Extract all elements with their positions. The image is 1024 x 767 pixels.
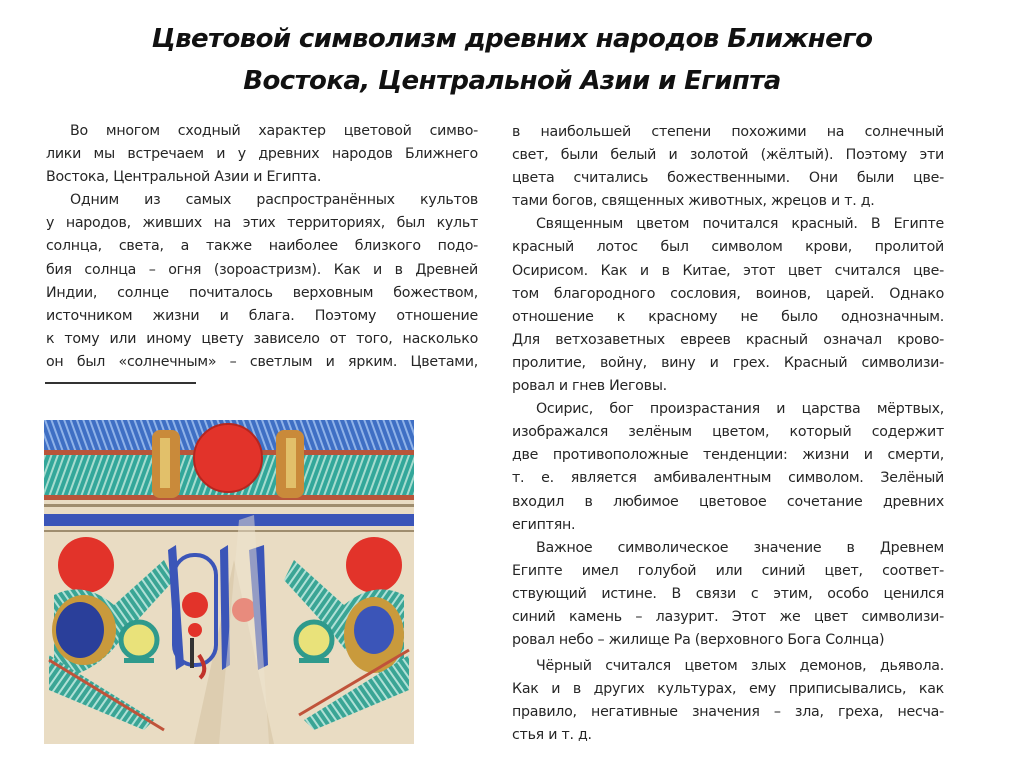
footnote-divider: [45, 382, 196, 384]
paragraph-line: Египте имел голубой или синий цвет, соответ-: [512, 562, 944, 579]
paragraph-line: солнца, света, а также наиболее близкого подо-: [46, 238, 478, 255]
paragraph-line: стья и т. д.: [512, 727, 592, 744]
paragraph-line: египтян.: [512, 516, 576, 533]
paragraph-line: Как и в других культурах, ему приписывались, как: [512, 681, 944, 698]
paragraph-line: он был «солнечным» – светлым и ярким. Цветами,: [46, 353, 478, 370]
paragraph-line: лики мы встречаем и у древних народов Ближнего: [46, 146, 478, 163]
paragraph-line: к тому или иному цвету зависело от того, насколько: [46, 330, 478, 347]
paragraph-line: пролитие, войну, вину и грех. Красный символизи-: [512, 354, 944, 371]
paragraph-line: тами богов, священных животных, жрецов и т. д.: [512, 193, 875, 210]
paragraph-line: Востока, Центральной Азии и Египта.: [46, 169, 322, 186]
paragraph-line: ровал небо – жилище Ра (верховного Бога Солнца): [512, 632, 885, 649]
paragraph-line: в наибольшей степени похожими на солнечный: [512, 124, 944, 140]
paragraph-line: две противоположные тенденции: жизни и смерти,: [512, 447, 944, 464]
paragraph-line: Во многом сходный характер цветовой симво-: [70, 123, 478, 139]
paragraph-line: ровал и гнев Иеговы.: [512, 378, 667, 395]
slide-title-line-1: Цветовой символизм древних народов Ближнего: [151, 24, 873, 54]
paragraph-line: том благородного сословия, воинов, царей. Однако: [512, 285, 944, 302]
paragraph-line: свет, были белый и золотой (жёлтый). Поэтому эти: [512, 147, 944, 164]
paragraph-line: правило, негативные значения – зла, греха, несча-: [512, 704, 944, 721]
paragraph-line: Для ветхозаветных евреев красный означал крово-: [512, 331, 944, 348]
right-text-column: [512, 121, 944, 748]
paragraph-line: отношение к красному не было однозначным.: [512, 308, 944, 325]
paragraph-line: бия солнца – огня (зороастризм). Как и в Древней: [46, 261, 478, 278]
paragraph-line: т. е. является амбивалентным символом. Зелёный: [512, 470, 944, 487]
paragraph-line: Священным цветом почитался красный. В Египте: [536, 216, 944, 233]
paragraph-line: Важное символическое значение в Древнем: [536, 539, 944, 556]
paragraph-line: синий камень – лазурит. Этот же цвет символизи-: [512, 608, 944, 625]
paragraph-line: изображался зелёным цветом, который содержит: [512, 424, 944, 441]
paragraph-line: у народов, живших на этих территориях, был культ: [46, 215, 478, 232]
paragraph-line: входил в любимое цветовое сочетание древних: [512, 493, 944, 510]
paragraph-line: красный лотос был символом крови, пролитой: [512, 239, 944, 256]
paragraph-line: Осирис, бог произрастания и царства мёртвых,: [536, 401, 944, 418]
paragraph-line: цвета считались божественными. Они были цве-: [512, 170, 944, 187]
paragraph-line: Одним из самых распространённых культов: [70, 192, 478, 209]
slide-title: [0, 18, 1024, 102]
paragraph-line: Осирисом. Как и в Китае, этот цвет считался цве-: [512, 262, 944, 279]
slide-title-line-2: Востока, Центральной Азии и Египта: [243, 66, 781, 96]
paragraph-line: Чёрный считался цветом злых демонов, дьявола.: [536, 658, 944, 675]
left-text-column: [46, 120, 478, 374]
paragraph-line: ствующий истине. В связи с этим, особо ценился: [512, 585, 944, 602]
winged-sun-illustration: [44, 420, 414, 744]
paragraph-line: Индии, солнце почиталось верховным божеством,: [46, 284, 478, 301]
egyptian-wall-painting-image: [44, 420, 414, 744]
paragraph-line: источником жизни и блага. Поэтому отношение: [46, 307, 478, 324]
